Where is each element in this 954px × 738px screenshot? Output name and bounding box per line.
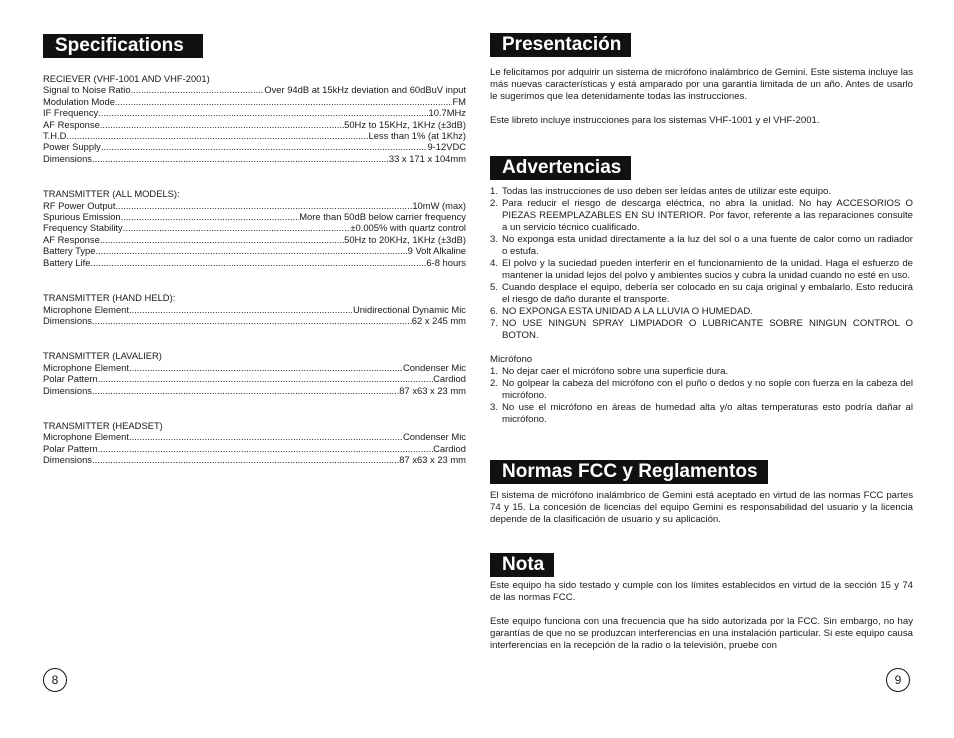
page-number-right: 9 [886,668,910,692]
spec-label: Dimensions [43,384,92,396]
advertencia-item [490,282,913,306]
spec-row [43,443,466,454]
spec-label: Power Supply [43,141,101,153]
spec-group [43,292,466,326]
spec-row [43,315,466,326]
spec-row [43,84,466,95]
list-number: 3. [490,402,499,413]
advertencia-item [490,198,913,234]
spec-group-title: TRANSMITTER (HEADSET) [43,419,163,431]
advertencia-item [490,306,913,318]
spec-group [43,73,466,164]
spec-value: 33 x 171 x 104mm [388,152,466,164]
spec-value: 10.7MHz [428,107,466,119]
dot-leader [101,141,428,152]
list-number: 4. [490,258,499,269]
dot-leader [115,96,453,107]
advertencia-item [490,258,913,282]
spec-group [43,188,466,268]
microfono-list [490,366,913,426]
list-text: Para reducir el riesgo de descarga eléctrica, no abra la unidad. No hay ACCESORIOS O PIEZAS REEMPLAZABLES EN SU INTERIOR. Por favor, referente a las reparaciones consulte a un servicio técnico cualificado. [502,198,913,233]
spec-value: 9 Volt Alkaline [407,245,466,257]
advertencias-list [490,186,913,342]
spec-label: Spurious Emission [43,211,121,223]
spec-row [43,234,466,245]
spec-label: Modulation Mode [43,95,115,107]
dot-leader [129,362,403,373]
spec-value: Over 94dB at 15kHz deviation and 60dBuV input [264,84,466,96]
dot-leader [69,130,369,141]
list-text: NO USE NINGUN SPRAY LIMPIADOR O LUBRICANTE SOBRE NINGUN CONTROL O BOTON. [502,318,913,341]
spec-group-title: RECIEVER (VHF-1001 AND VHF-2001) [43,73,210,84]
spec-row [43,119,466,130]
spec-label: T.H.D. [43,130,70,142]
spec-group-title: TRANSMITTER (ALL MODELS): [43,188,180,200]
list-number: 1. [490,366,499,377]
normas-heading: Normas FCC y Reglamentos [490,460,768,484]
spec-row [43,222,466,233]
spec-row [43,200,466,211]
dot-leader [131,84,265,95]
dot-leader [129,304,353,315]
list-text: Cuando desplace el equipo, debería ser colocado en su caja original y embalarlo. Esto reducirá el riesgo de daño durante el transporte. [502,282,913,305]
normas-text [490,490,913,526]
spec-label: Microphone Element [43,303,129,315]
microfono-subtitle: Micrófono [490,354,533,365]
spec-row [43,373,466,384]
spec-row [43,107,466,118]
list-text: No dejar caer el micrófono sobre una superficie dura. [502,366,729,377]
spec-value: Cardiod [433,442,466,454]
spec-row [43,96,466,107]
spec-row [43,304,466,315]
spec-value: 87 x63 x 23 mm [399,384,466,396]
spec-row [43,130,466,141]
list-text: Todas las instrucciones de uso deben ser leídas antes de utilizar este equipo. [502,186,832,197]
spec-label: AF Response [43,118,100,130]
presentacion-heading: Presentación [490,33,631,57]
spec-value: 50Hz to 15KHz, 1KHz (±3dB) [344,118,466,130]
spec-value: Less than 1% (at 1Khz) [368,130,466,142]
normas-paragraph-1: El sistema de micrófono inalámbrico de Gemini está aceptado en virtud de las normas FCC partes 74 y 15. La concesión de licencias del equipo Gemini es responsabilidad del usuario y la licencia depende de la clasificación de usuario y su aplicación. [490,490,913,525]
spec-label: Microphone Element [43,361,129,373]
nota-text [490,580,913,652]
spec-label: Polar Pattern [43,442,98,454]
microfono-item [490,366,913,378]
dot-leader [129,431,403,442]
dot-leader [98,107,428,118]
spec-label: Dimensions [43,152,92,164]
dot-leader [123,222,351,233]
spec-row [43,245,466,256]
presentacion-text [490,67,913,127]
list-number: 1. [490,186,499,197]
spec-row [43,141,466,152]
nota-heading: Nota [490,553,554,577]
microfono-item [490,402,913,426]
dot-leader [90,257,426,268]
spec-label: Microphone Element [43,431,129,443]
spec-value: 9-12VDC [427,141,466,153]
presentacion-paragraph-1: Le felicitamos por adquirir un sistema de micrófono inalámbrico de Gemini. Este sistema incluye las más nuevas características y está amparado por una garantía limitada de un año. Antes de usarlo le sugerimos que lea detenidamente todas las instrucciones. [490,67,913,102]
spec-label: Battery Type [43,245,96,257]
advertencias-heading: Advertencias [490,156,631,180]
spec-value: 10mW (max) [412,199,466,211]
spec-label: RF Power Output [43,199,116,211]
spec-value: Cardiod [433,373,466,385]
list-text: El polvo y la suciedad pueden interferir en el funcionamiento de la unidad. Haga el esfuerzo de mantener la unidad lejos del polvo y ambientes sucios y cubra la unidad cuando no esté en uso. [502,258,913,281]
spec-label: Dimensions [43,314,92,326]
nota-paragraph-2: Este equipo funciona con una frecuencia que ha sido autorizada por la FCC. Sin embargo, no hay garantías de que no se produzcan interferencias en una instalación particular. Si este equipo causa interferencias en la recepción de la radio o la televisión, pruebe con [490,616,913,651]
spec-value: 50Hz to 20KHz, 1KHz (±3dB) [344,233,466,245]
advertencia-item [490,234,913,258]
nota-paragraph-1: Este equipo ha sido testado y cumple con los límites establecidos en virtud de la sección 15 y 74 de las normas FCC. [490,580,913,603]
microfono-item [490,378,913,402]
spec-value: 6-8 hours [426,256,466,268]
list-number: 2. [490,378,499,389]
spec-row [43,431,466,442]
spec-value: Unidirectional Dynamic Mic [352,303,466,315]
spec-value: More than 50dB below carrier frequency [299,211,466,223]
spec-label: Signal to Noise Ratio [43,84,131,96]
page-number-left: 8 [43,668,67,692]
spec-value: Condenser Mic [402,361,466,373]
list-text: NO EXPONGA ESTA UNIDAD A LA LLUVIA O HUMEDAD. [502,306,753,317]
dot-leader [100,119,344,130]
spec-value: Condenser Mic [402,431,466,443]
list-text: No use el micrófono en áreas de humedad alta y/o altas temperaturas esto podría dañar al micrófono. [502,402,913,425]
spec-group [43,420,466,466]
dot-leader [92,454,399,465]
dot-leader [115,200,412,211]
spec-group [43,350,466,396]
list-text: No exponga esta unidad directamente a la luz del sol o a una fuente de calor como un radiador o estufa. [502,234,913,257]
spec-row [43,454,466,465]
dot-leader [92,385,399,396]
advertencia-item [490,318,913,342]
dot-leader [92,153,389,164]
dot-leader [121,211,300,222]
spec-label: Frequency Stability [43,222,123,234]
spec-value: 87 x63 x 23 mm [399,454,466,466]
list-number: 2. [490,198,499,209]
spec-label: IF Frequency [43,107,99,119]
spec-label: Polar Pattern [43,373,98,385]
spec-row [43,362,466,373]
list-number: 5. [490,282,499,293]
dot-leader [100,234,344,245]
spec-row [43,153,466,164]
advertencias-text [490,186,913,426]
list-number: 7. [490,318,499,329]
spec-row [43,211,466,222]
dot-leader [98,373,433,384]
spec-label: Battery Life [43,256,91,268]
dot-leader [92,315,412,326]
spec-group-title: TRANSMITTER (HAND HELD): [43,292,176,304]
list-number: 3. [490,234,499,245]
list-number: 6. [490,306,499,317]
advertencia-item [490,186,913,198]
spec-row [43,257,466,268]
dot-leader [95,245,407,256]
dot-leader [98,443,433,454]
spec-value: 62 x 245 mm [411,314,466,326]
spec-value: FM [452,95,466,107]
specifications-list [43,73,466,466]
list-text: No golpear la cabeza del micrófono con el puño o dedos y no sople con fuerza en la cabeza del micrófono. [502,378,913,401]
spec-row [43,385,466,396]
spec-group-title: TRANSMITTER (LAVALIER) [43,350,162,362]
specifications-heading: Specifications [43,34,203,58]
presentacion-paragraph-2: Este libreto incluye instrucciones para los sistemas VHF-1001 y el VHF-2001. [490,115,820,126]
spec-label: Dimensions [43,454,92,466]
spec-label: AF Response [43,233,100,245]
spec-value: ±0.005% with quartz control [350,222,466,234]
